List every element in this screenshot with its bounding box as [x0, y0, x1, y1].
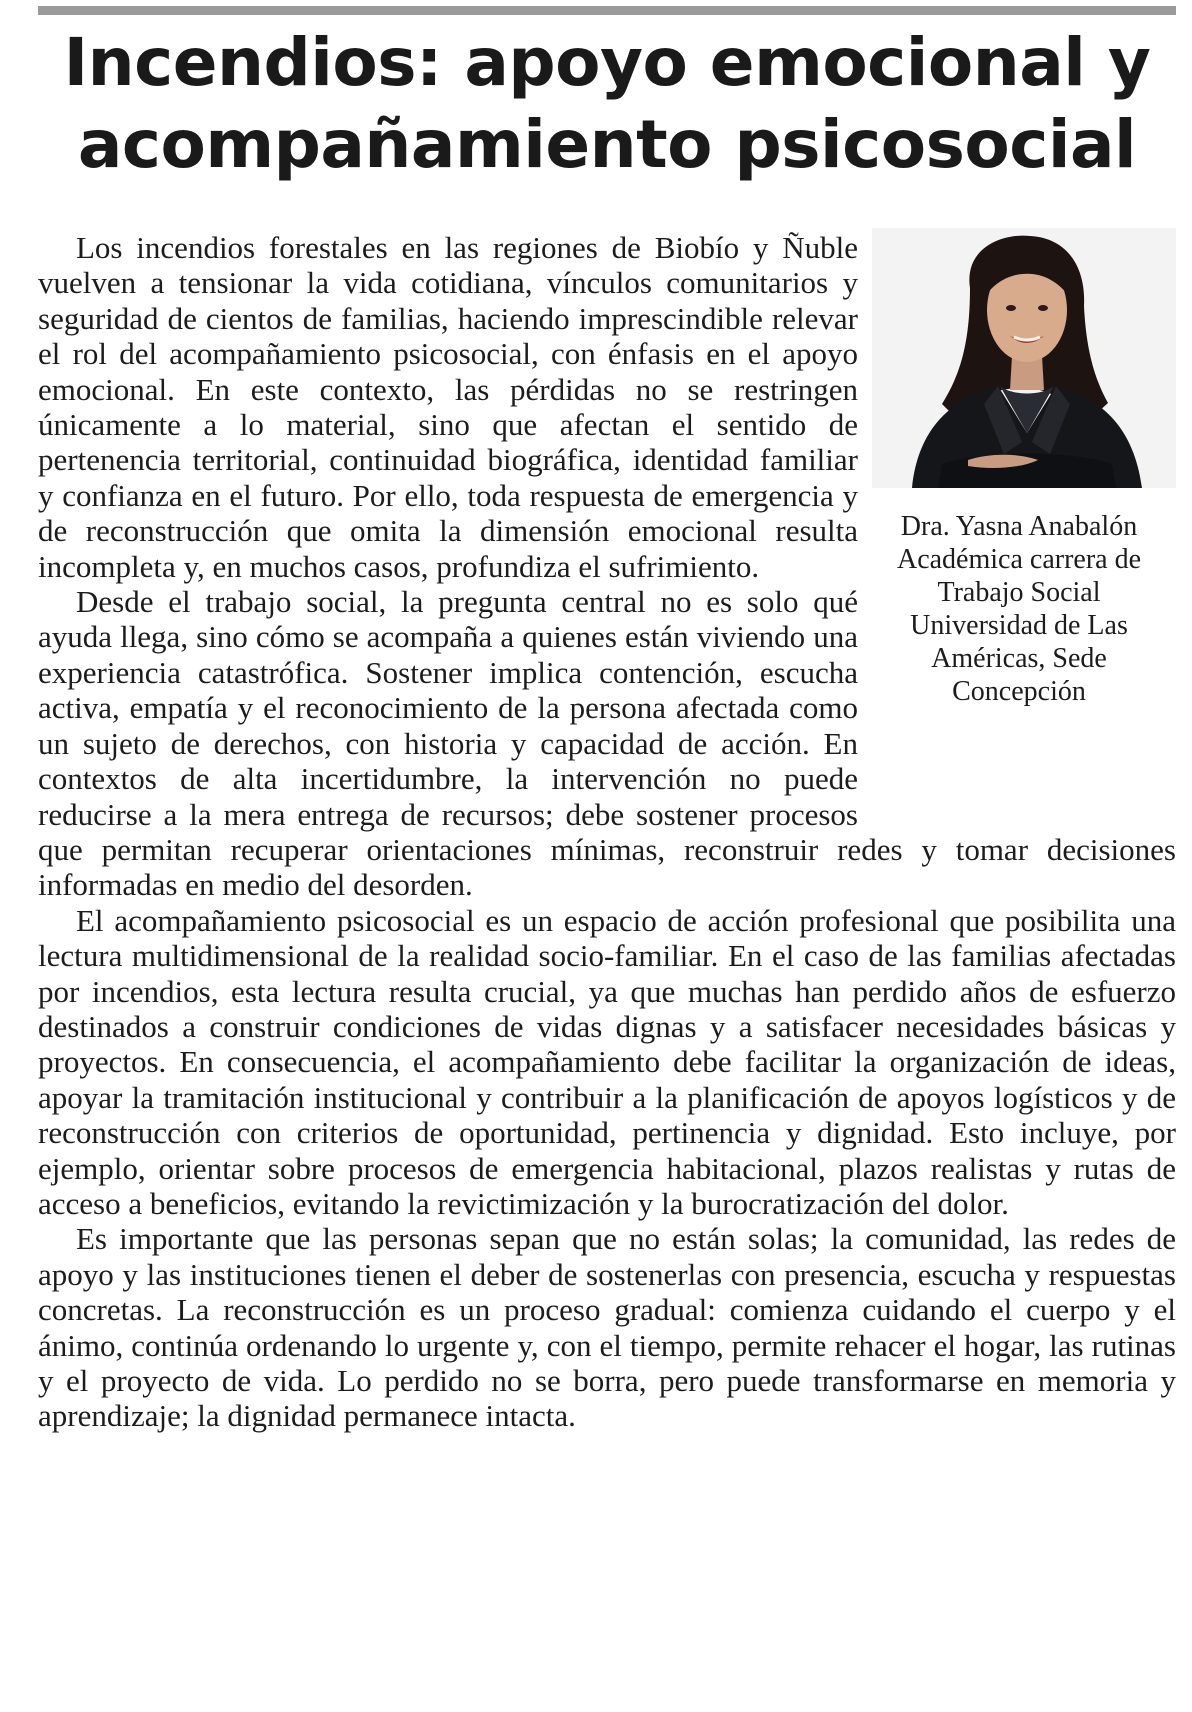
caption-line-city: Concepción	[952, 676, 1086, 707]
caption-line-university: Universidad de Las	[910, 610, 1128, 641]
article-paragraph-3: El acompañamiento psicosocial es un espacio de acción profesional que posibilita una lectura multidimensional de la realidad socio-familiar. En el caso de las familias afectadas por incendios, esta lectura resulta crucial, ya que muchas han perdido años de esfuerzo destinados a construir condiciones de vidas dignas y a satisfacer necesidades básicas y proyectos. En consecuencia, el acompañamiento debe facilitar la organización de ideas, apoyar la tramitación institucional y contribuir a la planificación de apoyos logísticos y de reconstrucción con criterios de oportunidad, pertinencia y dignidad. Esto incluye, por ejemplo, orientar sobre procesos de emergencia habitacional, plazos realistas y rutas de acceso a beneficios, evitando la revictimización y la burocratización del dolor.	[38, 902, 1176, 1221]
article-paragraph-2: Desde el trabajo social, la pregunta central no es solo qué ayuda llega, sino cómo se acompaña a quienes están viviendo una experiencia catastrófica. Sostener implica contención, escucha activa, empatía y el reconocimiento de la persona afectada como un sujeto de derechos, con historia y capacidad de acción. En contextos de alta incertidumbre, la intervención no puede reducirse a la mera entrega de recursos; debe sostener procesos que permitan recuperar orientaciones mínimas, reconstruir redes y tomar decisiones informadas en medio del desorden.	[38, 584, 1176, 903]
caption-line-program: Trabajo Social	[937, 577, 1101, 608]
photo-column-spacer	[858, 230, 1176, 805]
top-rule	[38, 6, 1176, 15]
caption-line-role: Académica carrera de	[896, 544, 1142, 575]
headline: Incendios: apoyo emocional y acompañamiento psicosocial	[63, 24, 1151, 183]
article-body	[38, 230, 1176, 1434]
article-paragraph-4: Es importante que las personas sepan que no están solas; la comunidad, las redes de apoyo y las instituciones tienen el deber de sostenerlas con presencia, escucha y respuestas concretas. La reconstrucción es un proceso gradual: comienza cuidando el cuerpo y el ánimo, continúa ordenando lo urgente y, con el tiempo, permite rehacer el hogar, las rutinas y el proyecto de vida. Lo perdido no se borra, pero puede transformarse en memoria y aprendizaje; la dignidad permanece intacta.	[38, 1221, 1176, 1434]
caption-line-campus: Américas, Sede	[931, 643, 1107, 674]
caption-line-name: Dra. Yasna Anabalón	[900, 511, 1138, 542]
article-paragraph-1: Los incendios forestales en las regiones de Biobío y Ñuble vuelven a tensionar la vida cotidiana, vínculos comunitarios y seguridad de cientos de familias, haciendo imprescindible relevar el rol del acompañamiento psicosocial, con énfasis en el apoyo emocional. En este contexto, las pérdidas no se restringen únicamente a lo material, sino que afectan el sentido de pertenencia territorial, continuidad biográfica, identidad familiar y confianza en el futuro. Por ello, toda respuesta de emergencia y de reconstrucción que omita la dimensión emocional resulta incompleta y, en muchos casos, profundiza el sufrimiento.	[38, 230, 858, 584]
